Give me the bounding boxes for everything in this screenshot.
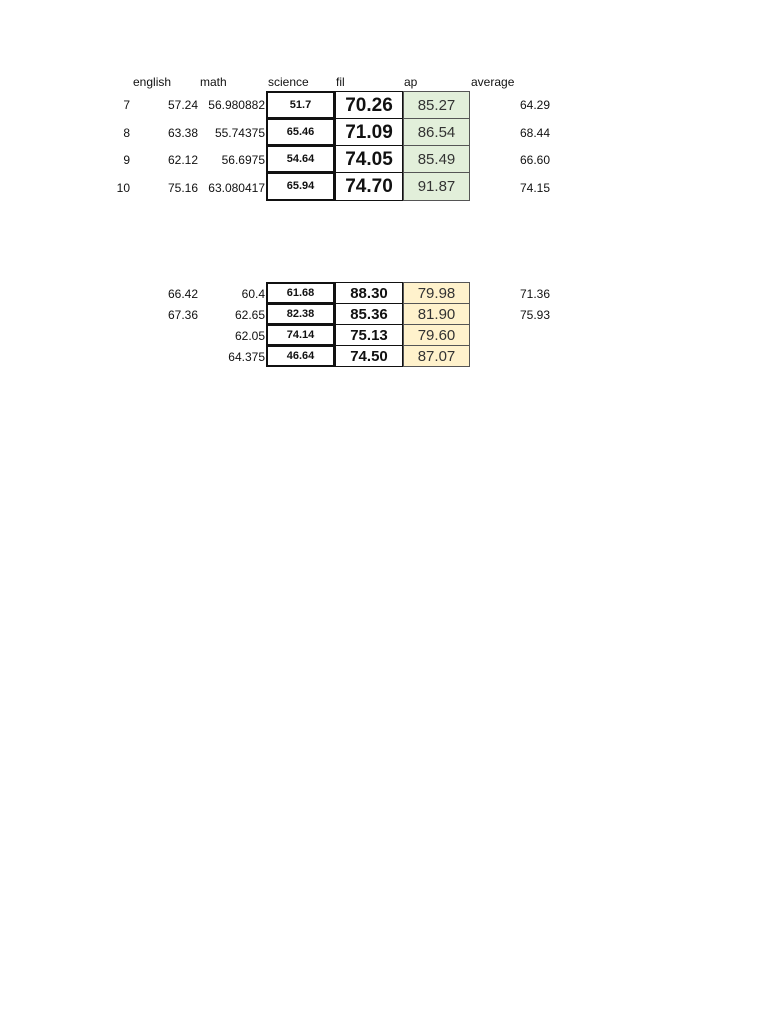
average-score: 71.36 — [519, 286, 550, 301]
grade-label: 8 — [123, 125, 130, 140]
header-science: science — [268, 75, 309, 89]
fil-score: 85.36 — [335, 303, 403, 325]
science-score: 51.7 — [266, 91, 335, 119]
ap-score: 81.90 — [403, 303, 470, 325]
math-score: 60.4 — [241, 286, 265, 301]
english-score — [140, 346, 198, 367]
fil-score: 88.30 — [335, 282, 403, 304]
math-score: 62.65 — [234, 307, 265, 322]
ap-score: 79.60 — [403, 324, 470, 346]
average-score — [490, 325, 550, 346]
science-score: 54.64 — [266, 145, 335, 173]
math-score: 56.6975 — [221, 152, 265, 167]
science-score: 46.64 — [266, 345, 335, 367]
average-score: 64.29 — [519, 97, 550, 112]
math-score: 63.080417 — [208, 181, 265, 195]
average-score — [490, 346, 550, 367]
ap-score: 87.07 — [403, 345, 470, 367]
science-score: 65.94 — [266, 172, 335, 201]
english-score: 57.24 — [167, 97, 198, 112]
fil-score: 75.13 — [335, 324, 403, 346]
ap-score: 91.87 — [403, 172, 470, 201]
science-score: 82.38 — [266, 303, 335, 325]
english-score: 63.38 — [167, 125, 198, 140]
header-english: english — [133, 75, 172, 89]
fil-score: 74.05 — [335, 145, 403, 173]
math-score: 64.375 — [228, 349, 265, 364]
header-ap: ap — [404, 75, 418, 89]
average-score: 74.15 — [519, 181, 550, 195]
math-score: 56.980882 — [208, 97, 265, 112]
science-score: 74.14 — [266, 324, 335, 346]
average-score: 68.44 — [519, 125, 550, 140]
average-score: 75.93 — [519, 307, 550, 322]
english-score: 62.12 — [167, 152, 198, 167]
math-score: 62.05 — [234, 328, 265, 343]
header-average: average — [471, 75, 515, 89]
fil-score: 74.50 — [335, 345, 403, 367]
ap-score: 79.98 — [403, 282, 470, 304]
english-score: 66.42 — [167, 286, 198, 301]
science-score: 65.46 — [266, 118, 335, 146]
fil-score: 71.09 — [335, 118, 403, 146]
ap-score: 85.49 — [403, 145, 470, 173]
english-score: 75.16 — [167, 181, 198, 195]
average-score: 66.60 — [519, 152, 550, 167]
ap-score: 85.27 — [403, 91, 470, 119]
grade-label: 10 — [116, 181, 130, 195]
english-score: 67.36 — [167, 307, 198, 322]
header-math: math — [200, 75, 227, 89]
math-score: 55.74375 — [214, 125, 265, 140]
fil-score: 74.70 — [335, 172, 403, 201]
science-score: 61.68 — [266, 282, 335, 304]
fil-score: 70.26 — [335, 91, 403, 119]
header-fil: fil — [336, 75, 345, 89]
ap-score: 86.54 — [403, 118, 470, 146]
grade-label: 9 — [123, 152, 130, 167]
english-score — [140, 325, 198, 346]
grade-label: 7 — [123, 97, 130, 112]
